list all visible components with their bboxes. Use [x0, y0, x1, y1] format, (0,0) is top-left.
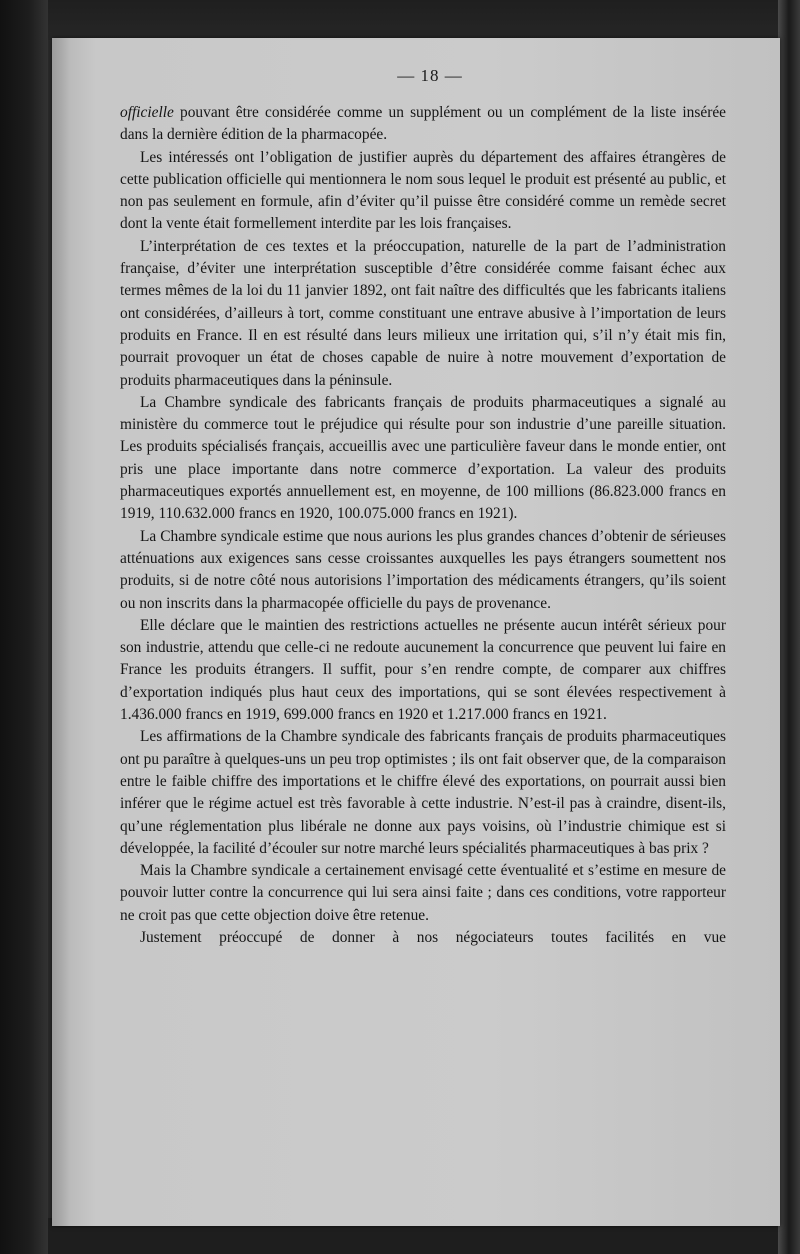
- paragraph-4: La Chambre syndicale des fabricants français de produits pharmaceutiques a signalé au ministère du commerce tout le préjudice qui résulte pour son industrie d’une pareille situation. Les produits spécialisés français, accueillis avec une particulière faveur dans le monde entier, ont pris une place importante dans notre commerce d’exportation. La valeur des produits pharmaceutiques exportés annuellement est, en moyenne, de 100 millions (86.823.000 francs en 1919, 110.632.000 francs en 1920, 100.075.000 francs en 1921).: [120, 393, 726, 523]
- paragraph-1: [120, 102, 726, 147]
- paragraph-2: Les intéressés ont l’obligation de justifier auprès du département des affaires étrangères de cette publication officielle qui mentionnera le nom sous lequel le produit est présenté au public, et non pas seulement en formule, afin d’éviter qu’il puisse être considéré comme un remède secret dont la vente était formellement interdite par les lois françaises.: [120, 148, 726, 233]
- paragraph-5: La Chambre syndicale estime que nous aurions les plus grandes chances d’obtenir de sérieuses atténuations aux exigences sans cesse croissantes auxquelles les pays étrangers soumettent nos produits, si de notre côté nous autorisions l’importation des médicaments étrangers, qu’ils soient ou non inscrits dans la pharmacopée officielle du pays de provenance.: [120, 527, 726, 612]
- body-text: [120, 102, 726, 949]
- page-binding-shadow: [52, 38, 70, 1226]
- paragraph-3: L’interprétation de ces textes et la préoccupation, naturelle de la part de l’administration française, d’éviter une interprétation susceptible d’être considérée comme faisant échec aux termes mêmes de la loi du 11 janvier 1892, ont fait naître des difficultés que les fabricants italiens ont considérées, d’ailleurs à tort, comme constituant une entrave abusive à l’importation de leurs produits en France. Il en est résulté dans leurs milieux une irritation qui, s’il n’y était mis fin, pourrait provoquer un état de choses capable de nuire à notre mouvement d’exportation de produits pharmaceutiques dans la péninsule.: [120, 237, 726, 389]
- paragraph-6: Elle déclare que le maintien des restrictions actuelles ne présente aucun intérêt sérieux pour son industrie, attendu que celle-ci ne redoute aucunement la concurrence que peuvent lui faire en France les produits étrangers. Il suffit, pour s’en rendre compte, de comparer aux chiffres d’exportation indiqués plus haut ceux des importations, qui se sont élevées respectivement à 1.436.000 francs en 1919, 699.000 francs en 1920 et 1.217.000 francs en 1921.: [120, 616, 726, 724]
- scan-left-border: [0, 0, 48, 1254]
- scan-right-border: [778, 0, 800, 1254]
- paragraph-8: Mais la Chambre syndicale a certainement envisagé cette éventualité et s’estime en mesure de pouvoir lutter contre la concurrence qui lui sera ainsi faite ; dans ces conditions, votre rapporteur ne croit pas que cette objection doive être retenue.: [120, 862, 726, 924]
- paragraph-9: Justement préoccupé de donner à nos négociateurs toutes facilités en vue: [140, 928, 726, 946]
- scan-top-border: [48, 0, 778, 40]
- paragraph-7: Les affirmations de la Chambre syndicale des fabricants français de produits pharmaceutiques ont pu paraître à quelques-uns un peu trop optimistes ; ils ont fait observer que, de la comparaison entre le faible chiffre des importations et le chiffre élevé des exportations, on pourrait aussi bien inférer que le régime actuel est très favorable à cette industrie. N’est-il pas à craindre, disent-ils, qu’une réglementation plus libérale ne donne aux pays voisins, où l’industrie chimique est si développée, la facilité d’écouler sur notre marché leurs spécialités pharmaceutiques à bas prix ?: [120, 728, 726, 857]
- paragraph-1-text: pouvant être considérée comme un supplément ou un complément de la liste insérée dans la dernière édition de la pharmacopée.: [120, 104, 726, 144]
- lead-italic-word: officielle: [120, 104, 174, 121]
- page-number: — 18 —: [397, 66, 463, 85]
